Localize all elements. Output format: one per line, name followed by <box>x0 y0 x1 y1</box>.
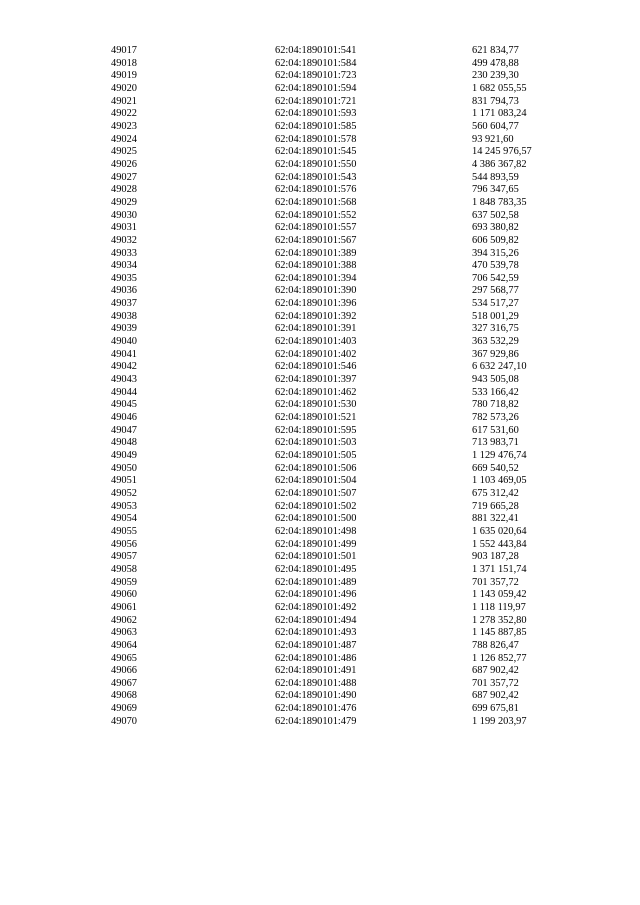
table-row <box>111 349 571 362</box>
cadastral-value: 903 187,28 <box>472 551 519 563</box>
table-row <box>111 488 571 501</box>
row-number: 49063 <box>111 627 137 639</box>
row-number: 49030 <box>111 209 137 221</box>
cadastral-value: 1 682 055,55 <box>472 82 527 94</box>
cadastral-number: 62:04:1890101:545 <box>275 146 357 158</box>
cadastral-number: 62:04:1890101:595 <box>275 424 357 436</box>
cadastral-value: 534 517,27 <box>472 298 519 310</box>
cadastral-number: 62:04:1890101:521 <box>275 412 357 424</box>
table-row <box>111 564 571 577</box>
cadastral-value: 14 245 976,57 <box>472 146 532 158</box>
cadastral-number: 62:04:1890101:507 <box>275 487 357 499</box>
table-row <box>111 96 571 109</box>
cadastral-number: 62:04:1890101:486 <box>275 652 357 664</box>
row-number: 49019 <box>111 70 137 82</box>
row-number: 49045 <box>111 399 137 411</box>
row-number: 49059 <box>111 576 137 588</box>
cadastral-value: 1 199 203,97 <box>472 715 527 727</box>
cadastral-number: 62:04:1890101:488 <box>275 677 357 689</box>
row-number: 49068 <box>111 690 137 702</box>
table-row <box>111 172 571 185</box>
cadastral-value: 533 166,42 <box>472 386 519 398</box>
row-number: 49047 <box>111 424 137 436</box>
cadastral-value: 617 531,60 <box>472 424 519 436</box>
row-number: 49041 <box>111 348 137 360</box>
table-row <box>111 665 571 678</box>
cadastral-value: 1 103 469,05 <box>472 475 527 487</box>
cadastral-number: 62:04:1890101:390 <box>275 285 357 297</box>
table-row <box>111 437 571 450</box>
row-number: 49023 <box>111 120 137 132</box>
cadastral-value: 499 478,88 <box>472 57 519 69</box>
table-row <box>111 640 571 653</box>
table-row <box>111 298 571 311</box>
cadastral-number: 62:04:1890101:585 <box>275 120 357 132</box>
cadastral-value: 606 509,82 <box>472 234 519 246</box>
cadastral-number: 62:04:1890101:541 <box>275 45 357 56</box>
cadastral-value: 881 322,41 <box>472 513 519 525</box>
table-row <box>111 450 571 463</box>
row-number: 49055 <box>111 525 137 537</box>
table-row <box>111 184 571 197</box>
row-number: 49051 <box>111 475 137 487</box>
cadastral-value: 1 171 083,24 <box>472 108 527 120</box>
cadastral-number: 62:04:1890101:503 <box>275 437 357 449</box>
cadastral-value: 518 001,29 <box>472 310 519 322</box>
cadastral-number: 62:04:1890101:492 <box>275 601 357 613</box>
cadastral-number: 62:04:1890101:567 <box>275 234 357 246</box>
cadastral-value: 93 921,60 <box>472 133 514 145</box>
row-number: 49033 <box>111 247 137 259</box>
cadastral-value: 693 380,82 <box>472 222 519 234</box>
cadastral-value: 1 126 852,77 <box>472 652 527 664</box>
row-number: 49029 <box>111 196 137 208</box>
cadastral-value: 706 542,59 <box>472 272 519 284</box>
cadastral-number: 62:04:1890101:462 <box>275 386 357 398</box>
row-number: 49034 <box>111 260 137 272</box>
row-number: 49065 <box>111 652 137 664</box>
cadastral-value: 943 505,08 <box>472 374 519 386</box>
table-row <box>111 70 571 83</box>
cadastral-value: 701 357,72 <box>472 677 519 689</box>
cadastral-number: 62:04:1890101:552 <box>275 209 357 221</box>
table-row <box>111 197 571 210</box>
cadastral-value: 6 632 247,10 <box>472 361 527 373</box>
cadastral-value: 1 371 151,74 <box>472 563 527 575</box>
row-number: 49066 <box>111 665 137 677</box>
table-row <box>111 425 571 438</box>
cadastral-number: 62:04:1890101:389 <box>275 247 357 259</box>
table-row <box>111 58 571 71</box>
row-number: 49046 <box>111 412 137 424</box>
row-number: 49058 <box>111 563 137 575</box>
cadastral-number: 62:04:1890101:394 <box>275 272 357 284</box>
cadastral-number: 62:04:1890101:530 <box>275 399 357 411</box>
table-row <box>111 463 571 476</box>
row-number: 49026 <box>111 158 137 170</box>
cadastral-number: 62:04:1890101:476 <box>275 703 357 715</box>
cadastral-value: 230 239,30 <box>472 70 519 82</box>
table-row <box>111 703 571 716</box>
cadastral-number: 62:04:1890101:397 <box>275 374 357 386</box>
row-number: 49031 <box>111 222 137 234</box>
cadastral-number: 62:04:1890101:391 <box>275 323 357 335</box>
table-row <box>111 551 571 564</box>
row-number: 49060 <box>111 589 137 601</box>
cadastral-number: 62:04:1890101:578 <box>275 133 357 145</box>
cadastral-value: 1 145 887,85 <box>472 627 527 639</box>
table-row <box>111 501 571 514</box>
row-number: 49062 <box>111 614 137 626</box>
cadastral-value: 669 540,52 <box>472 462 519 474</box>
row-number: 49040 <box>111 336 137 348</box>
cadastral-number: 62:04:1890101:403 <box>275 336 357 348</box>
row-number: 49035 <box>111 272 137 284</box>
row-number: 49069 <box>111 703 137 715</box>
row-number: 49067 <box>111 677 137 689</box>
row-number: 49037 <box>111 298 137 310</box>
row-number: 49056 <box>111 538 137 550</box>
table-row <box>111 678 571 691</box>
cadastral-value: 1 143 059,42 <box>472 589 527 601</box>
row-number: 49043 <box>111 374 137 386</box>
cadastral-number: 62:04:1890101:402 <box>275 348 357 360</box>
cadastral-value: 782 573,26 <box>472 412 519 424</box>
cadastral-number: 62:04:1890101:496 <box>275 589 357 601</box>
cadastral-value: 560 604,77 <box>472 120 519 132</box>
cadastral-value: 831 794,73 <box>472 95 519 107</box>
table-row <box>111 121 571 134</box>
cadastral-value: 687 902,42 <box>472 690 519 702</box>
cadastral-value: 297 568,77 <box>472 285 519 297</box>
cadastral-number: 62:04:1890101:479 <box>275 715 357 727</box>
cadastral-value: 687 902,42 <box>472 665 519 677</box>
cadastral-value: 363 532,29 <box>472 336 519 348</box>
table-row <box>111 374 571 387</box>
row-number: 49053 <box>111 500 137 512</box>
table-row <box>111 513 571 526</box>
row-number: 49018 <box>111 57 137 69</box>
table-row <box>111 336 571 349</box>
table-row <box>111 159 571 172</box>
cadastral-value: 1 129 476,74 <box>472 450 527 461</box>
row-number: 49022 <box>111 108 137 120</box>
table-row <box>111 235 571 248</box>
cadastral-number: 62:04:1890101:504 <box>275 475 357 487</box>
cadastral-value: 675 312,42 <box>472 487 519 499</box>
table-row <box>111 653 571 666</box>
table-row <box>111 311 571 324</box>
table-row <box>111 45 571 58</box>
cadastral-number: 62:04:1890101:568 <box>275 196 357 208</box>
cadastral-number: 62:04:1890101:502 <box>275 500 357 512</box>
cadastral-number: 62:04:1890101:594 <box>275 82 357 94</box>
table-row <box>111 108 571 121</box>
cadastral-value: 327 316,75 <box>472 323 519 335</box>
cadastral-number: 62:04:1890101:501 <box>275 551 357 563</box>
row-number: 49024 <box>111 133 137 145</box>
cadastral-value: 780 718,82 <box>472 399 519 411</box>
row-number: 49049 <box>111 450 137 461</box>
table-row <box>111 222 571 235</box>
table-row <box>111 475 571 488</box>
row-number: 49050 <box>111 462 137 474</box>
cadastral-number: 62:04:1890101:723 <box>275 70 357 82</box>
row-number: 49032 <box>111 234 137 246</box>
row-number: 49038 <box>111 310 137 322</box>
table-row <box>111 260 571 273</box>
cadastral-number: 62:04:1890101:546 <box>275 361 357 373</box>
cadastral-number: 62:04:1890101:584 <box>275 57 357 69</box>
row-number: 49048 <box>111 437 137 449</box>
table-row <box>111 83 571 96</box>
cadastral-number: 62:04:1890101:499 <box>275 538 357 550</box>
table-row <box>111 273 571 286</box>
cadastral-value: 470 539,78 <box>472 260 519 272</box>
cadastral-value: 719 665,28 <box>472 500 519 512</box>
cadastral-value: 713 983,71 <box>472 437 519 449</box>
row-number: 49021 <box>111 95 137 107</box>
cadastral-number: 62:04:1890101:498 <box>275 525 357 537</box>
cadastral-value: 621 834,77 <box>472 45 519 56</box>
cadastral-number: 62:04:1890101:721 <box>275 95 357 107</box>
table-row <box>111 285 571 298</box>
cadastral-value: 1 848 783,35 <box>472 196 527 208</box>
cadastral-value: 544 893,59 <box>472 171 519 183</box>
row-number: 49020 <box>111 82 137 94</box>
cadastral-number: 62:04:1890101:593 <box>275 108 357 120</box>
cadastral-number: 62:04:1890101:487 <box>275 639 357 651</box>
cadastral-value: 699 675,81 <box>472 703 519 715</box>
table-row <box>111 210 571 223</box>
cadastral-number: 62:04:1890101:494 <box>275 614 357 626</box>
table-row <box>111 716 571 729</box>
table-row <box>111 361 571 374</box>
table-row <box>111 526 571 539</box>
table-row <box>111 615 571 628</box>
cadastral-number: 62:04:1890101:392 <box>275 310 357 322</box>
cadastral-value-table <box>111 45 571 728</box>
table-row <box>111 134 571 147</box>
row-number: 49064 <box>111 639 137 651</box>
cadastral-number: 62:04:1890101:557 <box>275 222 357 234</box>
cadastral-value: 1 118 119,97 <box>472 601 526 613</box>
table-row <box>111 539 571 552</box>
table-row <box>111 577 571 590</box>
cadastral-value: 788 826,47 <box>472 639 519 651</box>
cadastral-number: 62:04:1890101:500 <box>275 513 357 525</box>
row-number: 49057 <box>111 551 137 563</box>
table-row <box>111 146 571 159</box>
table-row <box>111 387 571 400</box>
table-row <box>111 602 571 615</box>
cadastral-value: 1 635 020,64 <box>472 525 527 537</box>
row-number: 49025 <box>111 146 137 158</box>
row-number: 49042 <box>111 361 137 373</box>
cadastral-number: 62:04:1890101:491 <box>275 665 357 677</box>
cadastral-number: 62:04:1890101:489 <box>275 576 357 588</box>
cadastral-number: 62:04:1890101:543 <box>275 171 357 183</box>
row-number: 49036 <box>111 285 137 297</box>
table-row <box>111 248 571 261</box>
row-number: 49061 <box>111 601 137 613</box>
row-number: 49017 <box>111 45 137 56</box>
cadastral-value: 394 315,26 <box>472 247 519 259</box>
cadastral-value: 796 347,65 <box>472 184 519 196</box>
row-number: 49039 <box>111 323 137 335</box>
table-row <box>111 690 571 703</box>
cadastral-number: 62:04:1890101:506 <box>275 462 357 474</box>
cadastral-number: 62:04:1890101:388 <box>275 260 357 272</box>
cadastral-value: 637 502,58 <box>472 209 519 221</box>
cadastral-value: 701 357,72 <box>472 576 519 588</box>
row-number: 49027 <box>111 171 137 183</box>
cadastral-number: 62:04:1890101:493 <box>275 627 357 639</box>
cadastral-number: 62:04:1890101:490 <box>275 690 357 702</box>
cadastral-value: 1 552 443,84 <box>472 538 527 550</box>
row-number: 49054 <box>111 513 137 525</box>
row-number: 49028 <box>111 184 137 196</box>
cadastral-number: 62:04:1890101:495 <box>275 563 357 575</box>
cadastral-number: 62:04:1890101:576 <box>275 184 357 196</box>
table-row <box>111 412 571 425</box>
table-row <box>111 627 571 640</box>
table-row <box>111 399 571 412</box>
row-number: 49052 <box>111 487 137 499</box>
row-number: 49044 <box>111 386 137 398</box>
row-number: 49070 <box>111 715 137 727</box>
cadastral-number: 62:04:1890101:550 <box>275 158 357 170</box>
table-row <box>111 323 571 336</box>
cadastral-number: 62:04:1890101:505 <box>275 450 357 461</box>
table-row <box>111 589 571 602</box>
cadastral-value: 1 278 352,80 <box>472 614 527 626</box>
cadastral-number: 62:04:1890101:396 <box>275 298 357 310</box>
cadastral-value: 367 929,86 <box>472 348 519 360</box>
cadastral-value: 4 386 367,82 <box>472 158 527 170</box>
